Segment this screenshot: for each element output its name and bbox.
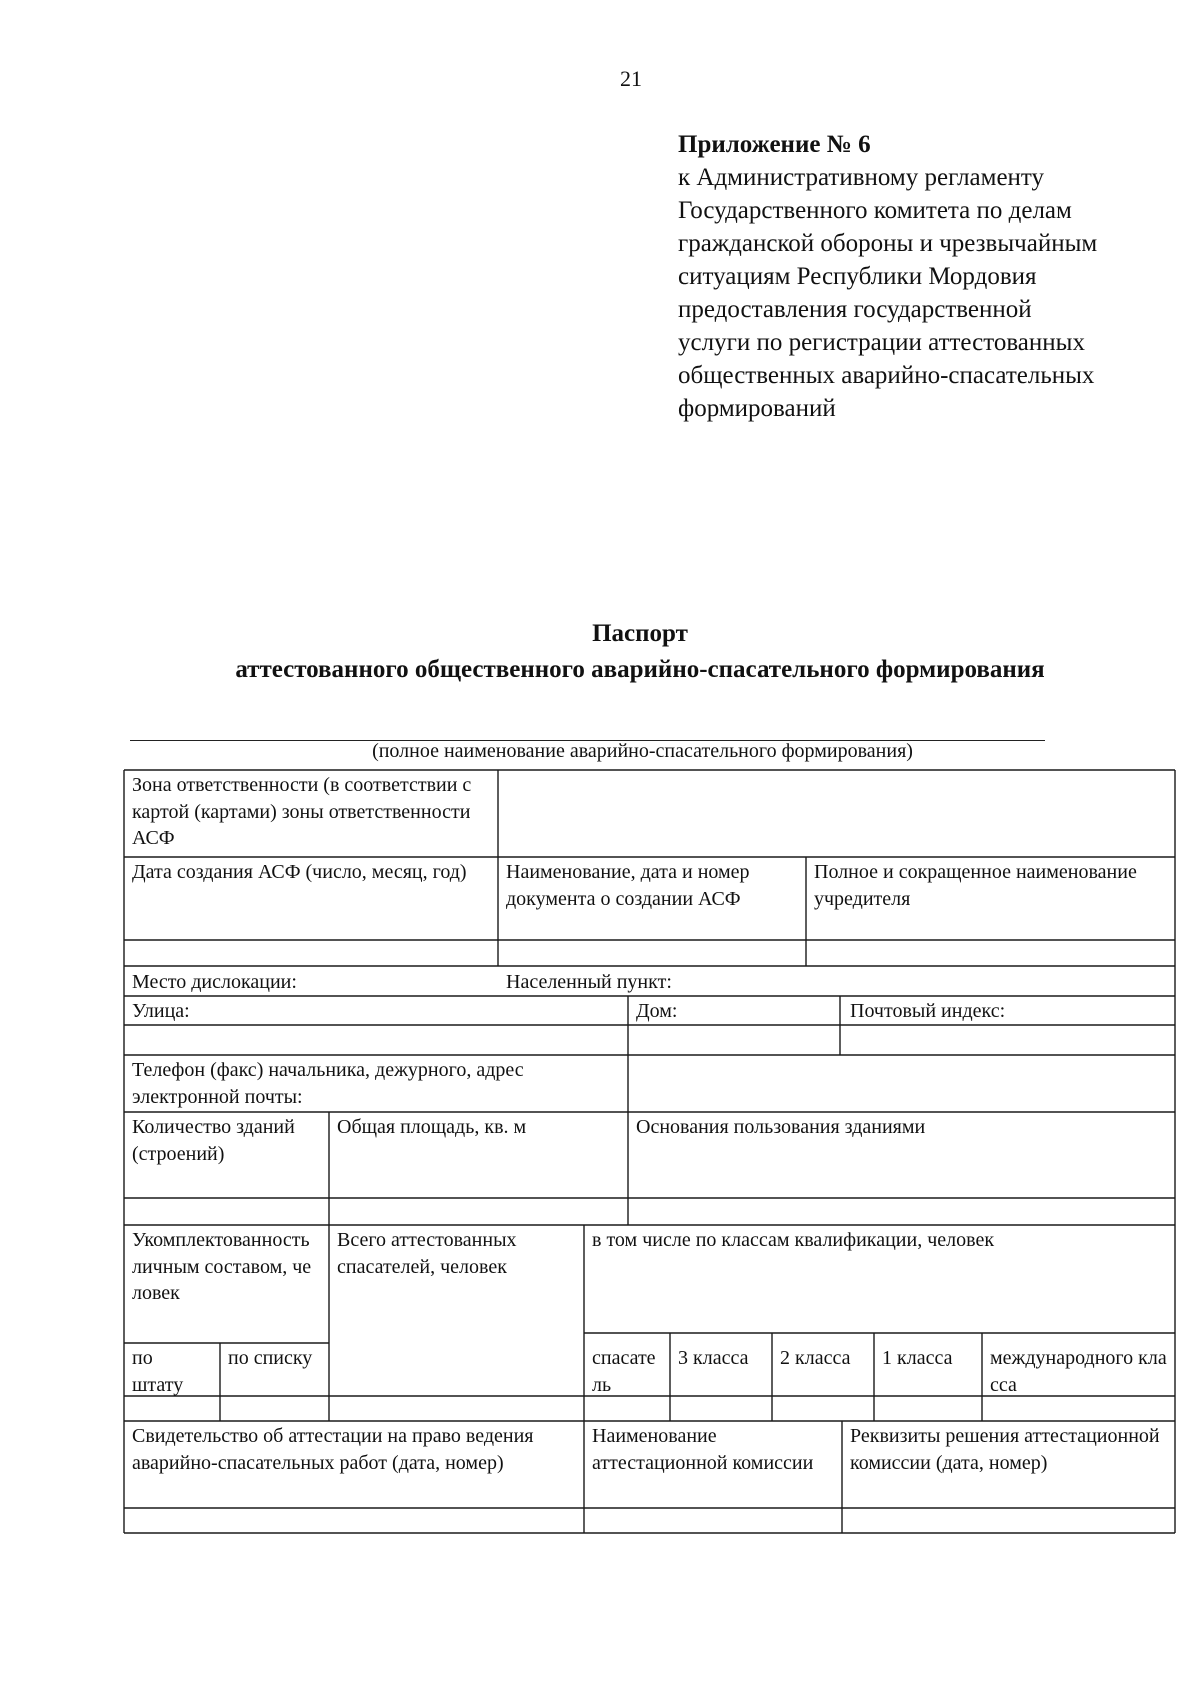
- appendix-line: ситуациям Республики Мордовия: [678, 263, 1037, 290]
- appendix-line: общественных аварийно-спасательных: [678, 362, 1095, 389]
- total-rescuers-label: Всего аттестованных спасателей, человек: [337, 1229, 517, 1278]
- staffing-label: Укомплектованность личным составом, человек: [132, 1229, 312, 1304]
- location-label: Место дислокации:: [132, 971, 297, 993]
- by-class-label: в том числе по классам квалификации, человек: [592, 1229, 995, 1251]
- appendix-line: формирований: [678, 395, 836, 422]
- appendix-line: Государственного комитета по делам: [678, 197, 1072, 224]
- commission-decision-label: Реквизиты решения аттестационной комиссии (дата, номер): [850, 1425, 1160, 1474]
- by-staff-label: по штату: [132, 1347, 184, 1396]
- zone-label: Зона ответственности (в соответствии с картой (картами) зоны ответственности АСФ: [132, 774, 472, 849]
- page-number: 21: [620, 66, 642, 91]
- appendix-line: предоставления государственной: [678, 296, 1032, 323]
- phone-label: Телефон (факс) начальника, дежурного, адрес электронной почты:: [132, 1059, 524, 1108]
- class1-label: 1 класса: [882, 1347, 953, 1369]
- appendix-line: гражданской обороны и чрезвычайным: [678, 230, 1098, 257]
- buildings-count-label: Количество зданий (строений): [132, 1116, 295, 1165]
- intl-class-label: международного класса: [990, 1347, 1167, 1396]
- usage-basis-label: Основания пользования зданиями: [636, 1116, 926, 1138]
- class3-label: 3 класса: [678, 1347, 749, 1369]
- street-label: Улица:: [132, 1000, 190, 1022]
- postcode-label: Почтовый индекс:: [850, 1000, 1006, 1022]
- rescuer-label: спасатель: [592, 1347, 656, 1396]
- by-list-label: по списку: [228, 1347, 313, 1369]
- commission-name-label: Наименование аттестационной комиссии: [592, 1425, 814, 1474]
- title-line-1: Паспорт: [592, 620, 688, 647]
- title-line-2: аттестованного общественного аварийно-спасательного формирования: [235, 656, 1045, 683]
- creation-date-label: Дата создания АСФ (число, месяц, год): [132, 861, 467, 883]
- name-caption: (полное наименование аварийно-спасательного формирования): [372, 740, 913, 762]
- founder-label: Полное и сокращенное наименование учредителя: [814, 861, 1137, 910]
- settlement-label: Населенный пункт:: [506, 971, 672, 993]
- creation-doc-label: Наименование, дата и номер документа о создании АСФ: [506, 861, 750, 910]
- appendix-title: Приложение № 6: [678, 131, 871, 158]
- certificate-label: Свидетельство об аттестации на право ведения аварийно-спасательных работ (дата, номер): [132, 1425, 534, 1474]
- appendix-line: услуги по регистрации аттестованных: [678, 329, 1085, 356]
- class2-label: 2 класса: [780, 1347, 851, 1369]
- total-area-label: Общая площадь, кв. м: [337, 1116, 527, 1138]
- house-label: Дом:: [636, 1000, 678, 1022]
- appendix-line: к Административному регламенту: [678, 164, 1045, 191]
